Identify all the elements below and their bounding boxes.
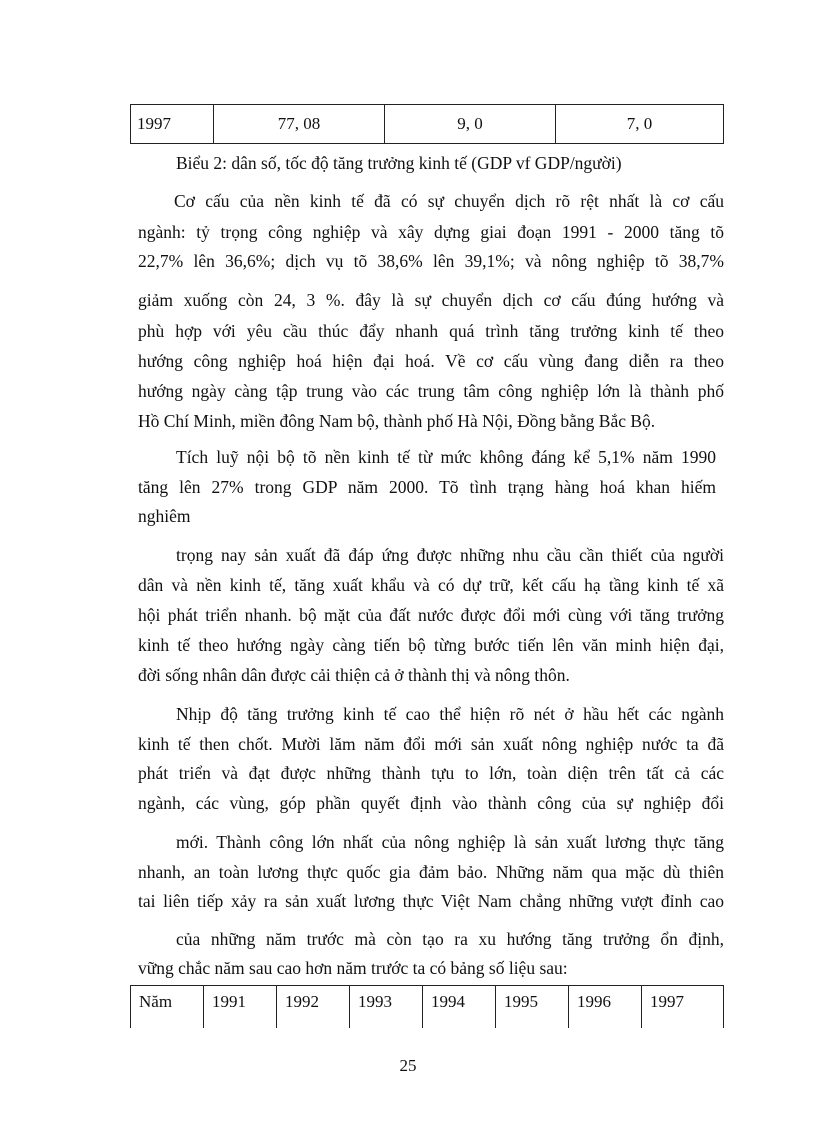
text-line: kinh tế theo hướng ngày càng tiến bộ từng bước tiến lên văn minh hiện đại, [138,635,724,655]
table-header-cell: Năm [131,986,204,1029]
gdp-table-fragment [130,104,724,144]
text-line: đời sống nhân dân được cải thiện cả ở thành thị và nông thôn. [138,665,570,685]
table-header-cell: 1993 [350,986,423,1029]
text-line: Cơ cấu của nền kinh tế đã có sự chuyển dịch rõ rệt nhất là cơ cấu [174,191,724,211]
text-line: Hồ Chí Minh, miền đông Nam bộ, thành phố Hà Nội, Đồng bằng Bắc Bộ. [138,411,656,431]
text-line: hội phát triển nhanh. bộ mặt của đất nước được đổi mới cùng với tăng trưởng [138,605,724,625]
text-line: vững chắc năm sau cao hơn năm trước ta có bảng số liệu sau: [138,958,568,978]
table-header-row [131,986,724,1029]
table-cell-year: 1997 [131,105,214,144]
table-header-cell: 1997 [642,986,724,1029]
text-line: dân và nền kinh tế, tăng xuất khẩu và có dự trữ, kết cấu hạ tầng kinh tế xã [138,575,724,595]
table-row [131,105,724,144]
text-line: trọng nay sản xuất đã đáp ứng được những nhu cầu cần thiết của người [176,545,724,565]
table-header-cell: 1991 [204,986,277,1029]
table-header-cell: 1992 [277,986,350,1029]
text-line: ngành, các vùng, góp phần quyết định vào thành công của sự nghiệp đổi [138,793,724,813]
text-line: mới. Thành công lớn nhất của nông nghiệp là sản xuất lương thực tăng [176,832,724,852]
table-header-cell: 1996 [569,986,642,1029]
text-line: hướng ngày càng tập trung vào các trung tâm công nghiệp lớn là thành phố [138,381,724,401]
table-caption: Biểu 2: dân số, tốc độ tăng trưởng kinh tế (GDP vf GDP/người) [176,153,622,173]
text-line: nhanh, an toàn lương thực quốc gia đảm bảo. Những năm qua mặc dù thiên [138,862,724,882]
table-header-cell: 1995 [496,986,569,1029]
page-number: 25 [399,1056,417,1075]
text-line: kinh tế then chốt. Mười lăm năm đổi mới sản xuất nông nghiệp nước ta đã [138,734,724,754]
table-cell: 77, 08 [214,105,385,144]
text-line: giảm xuống còn 24, 3 %. đây là sự chuyển dịch cơ cấu đúng hướng và [138,290,724,310]
table-cell: 9, 0 [385,105,556,144]
food-production-table [130,985,724,1028]
table-cell: 7, 0 [556,105,724,144]
text-line: nghiêm [138,506,191,526]
text-line: phù hợp với yêu cầu thúc đẩy nhanh quá trình tăng trưởng kinh tế theo [138,321,724,341]
text-line: 22,7% lên 36,6%; dịch vụ tõ 38,6% lên 39,1%; và nông nghiệp tõ 38,7% [138,251,724,271]
text-line: Tích luỹ nội bộ tõ nền kinh tế từ mức không đáng kể 5,1% năm 1990 [176,447,716,467]
text-line: phát triển và đạt được những thành tựu to lớn, toàn diện trên tất cả các [138,763,724,783]
text-line: Nhịp độ tăng trưởng kinh tế cao thể hiện rõ nét ở hầu hết các ngành [176,704,724,724]
text-line: ngành: tỷ trọng công nghiệp và xây dựng giai đoạn 1991 - 2000 tăng tõ [138,222,724,242]
text-line: tai liên tiếp xảy ra sản xuất lương thực Việt Nam chẳng những vượt đỉnh cao [138,891,724,911]
text-line: tăng lên 27% trong GDP năm 2000. Tõ tình trạng hàng hoá khan hiếm [138,477,716,497]
text-line: của những năm trước mà còn tạo ra xu hướng tăng trưởng ổn định, [176,929,724,949]
text-line: hướng công nghiệp hoá hiện đại hoá. Về cơ cấu vùng đang diễn ra theo [138,351,724,371]
table-header-cell: 1994 [423,986,496,1029]
